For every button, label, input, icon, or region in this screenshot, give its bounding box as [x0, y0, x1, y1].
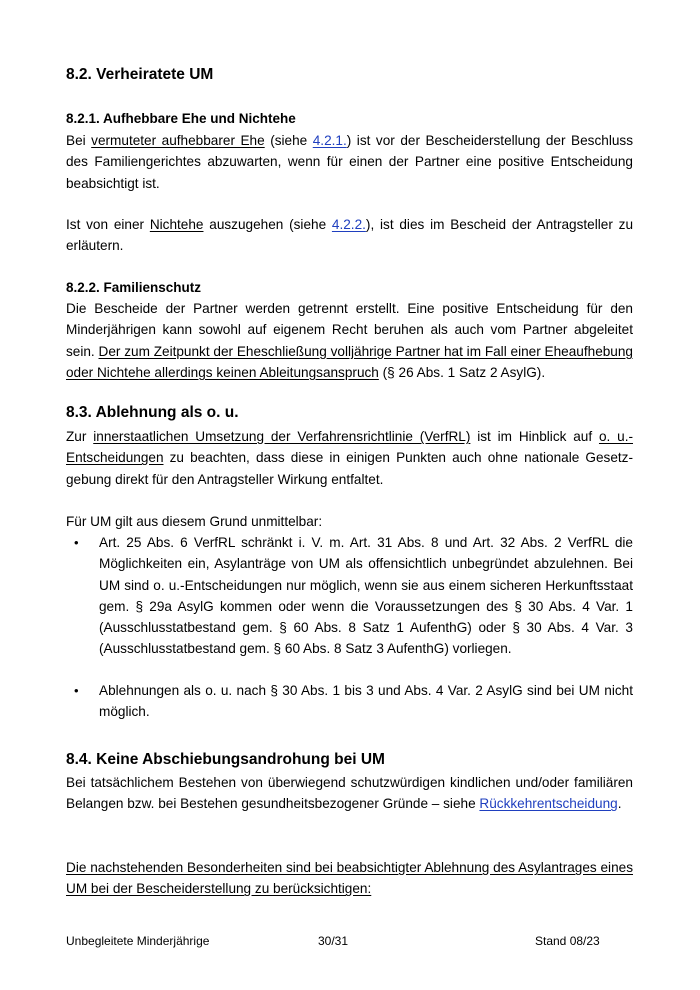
- list-item: [66, 680, 633, 723]
- paragraph-familienschutz: Die Bescheide der Partner werden getrennt erstellt. Eine positive Entscheidung für den Minderjährigen kann sowohl auf eigenem Recht beruhen als auch vom Partner abgeleitet sein. Der zum Zeitpunkt der Eheschließung volljährige Partner hat im Fall einer Eheaufhebung oder Nichtehe allerdings keinen Ableitungsanspruch (§ 26 Abs. 1 Satz 2 AsylG).: [66, 301, 633, 380]
- section-8-4-heading: 8.4. Keine Abschiebungsandrohung bei UM: [66, 751, 385, 768]
- section-8-3-heading: 8.3. Ablehnung als o. u.: [66, 404, 239, 421]
- section-8-2-1-heading: 8.2.1. Aufhebbare Ehe und Nichtehe: [66, 111, 296, 126]
- paragraph-aufhebbare-ehe: Bei vermuteter aufhebbarer Ehe (siehe 4.2.1.) ist vor der Bescheiderstellung der Beschluss des Familiengerichtes abzuwarten, wenn für einen der Partner eine positive Entscheidung beabsichtigt ist.: [66, 133, 633, 191]
- underlined-term: o. u.-Entscheidungen: [66, 429, 633, 466]
- bullet-icon: •: [74, 535, 79, 550]
- paragraph-nichtehe: Ist von einer Nichtehe auszugehen (siehe 4.2.2.), ist dies im Bescheid der Antragsteller zu erläutern.: [66, 217, 634, 254]
- list-item-text: Art. 25 Abs. 6 VerfRL schränkt i. V. m. Art. 31 Abs. 8 und Art. 32 Abs. 2 VerfRL die Möglichkeiten ein, Asylanträge von UM als offensichtlich unbegründet abzulehnen. Bei UM sind o. u.-Entscheidungen nur möglich, wenn sie aus einem sicheren Herkunftsstaat gem. § 29a AsylG kommen oder wenn die Voraussetzungen des § 30 Abs. 4 Var. 1 (Ausschlusstatbestand gem. § 60 Abs. 8 Satz 1 AufenthG) oder § 30 Abs. 4 Var. 3 (Ausschlusstatbestand gem. § 60 Abs. 8 Satz 3 AufenthG) vorliegen.: [99, 535, 633, 657]
- bullet-icon: •: [74, 683, 79, 698]
- paragraph-besonderheiten: Die nachstehenden Besonderheiten sind bei beabsichtigter Ablehnung des Asylantrages eines UM bei der Bescheiderstellung zu berücksichtigen:: [66, 860, 633, 897]
- link-4-2-1[interactable]: 4.2.1.: [312, 133, 347, 148]
- underlined-term: Nichtehe: [149, 217, 204, 232]
- paragraph-fuer-um: Für UM gilt aus diesem Grund unmittelbar:: [66, 514, 323, 529]
- list-item: [66, 532, 633, 660]
- link-rueckkehrentscheidung[interactable]: Rückkehrentscheidung: [479, 796, 618, 812]
- underlined-term: vermuteter aufhebbarer Ehe: [91, 133, 265, 148]
- paragraph-ablehnung-ou: Zur innerstaatlichen Umsetzung der Verfahrensrichtlinie (VerfRL) ist im Hinblick auf o. u.-Entscheidungen zu beachten, dass diese in einigen Punkten auch ohne nationale Gesetzgebung direkt für den Antragsteller Wirkung entfaltet.: [66, 429, 633, 487]
- link-4-2-2[interactable]: 4.2.2.: [331, 217, 366, 232]
- underlined-term: innerstaatlichen Umsetzung der Verfahrensrichtlinie (VerfRL): [93, 429, 471, 444]
- paragraph-keine-abschiebung: Bei tatsächlichem Bestehen von überwiegend schutzwürdigen kindlichen und/oder familiären Belangen bzw. bei Bestehen gesundheitsbezogener Gründe – siehe Rückkehrentscheidung.: [66, 775, 633, 812]
- list-item-text: Ablehnungen als o. u. nach § 30 Abs. 1 bis 3 und Abs. 4 Var. 2 AsylG sind bei UM nicht möglich.: [99, 683, 633, 720]
- footer-page-number: 30/31: [318, 934, 349, 948]
- footer-right: Stand 08/23: [535, 934, 600, 948]
- underlined-sentence: Der zum Zeitpunkt der Eheschließung volljährige Partner hat im Fall einer Eheaufhebung oder Nichtehe allerdings keinen Ableitungsanspruch: [66, 343, 633, 380]
- footer-left: Unbegleitete Minderjährige: [66, 934, 210, 948]
- section-8-2-2-heading: 8.2.2. Familienschutz: [66, 280, 202, 295]
- section-8-2-heading: 8.2. Verheiratete UM: [66, 66, 214, 83]
